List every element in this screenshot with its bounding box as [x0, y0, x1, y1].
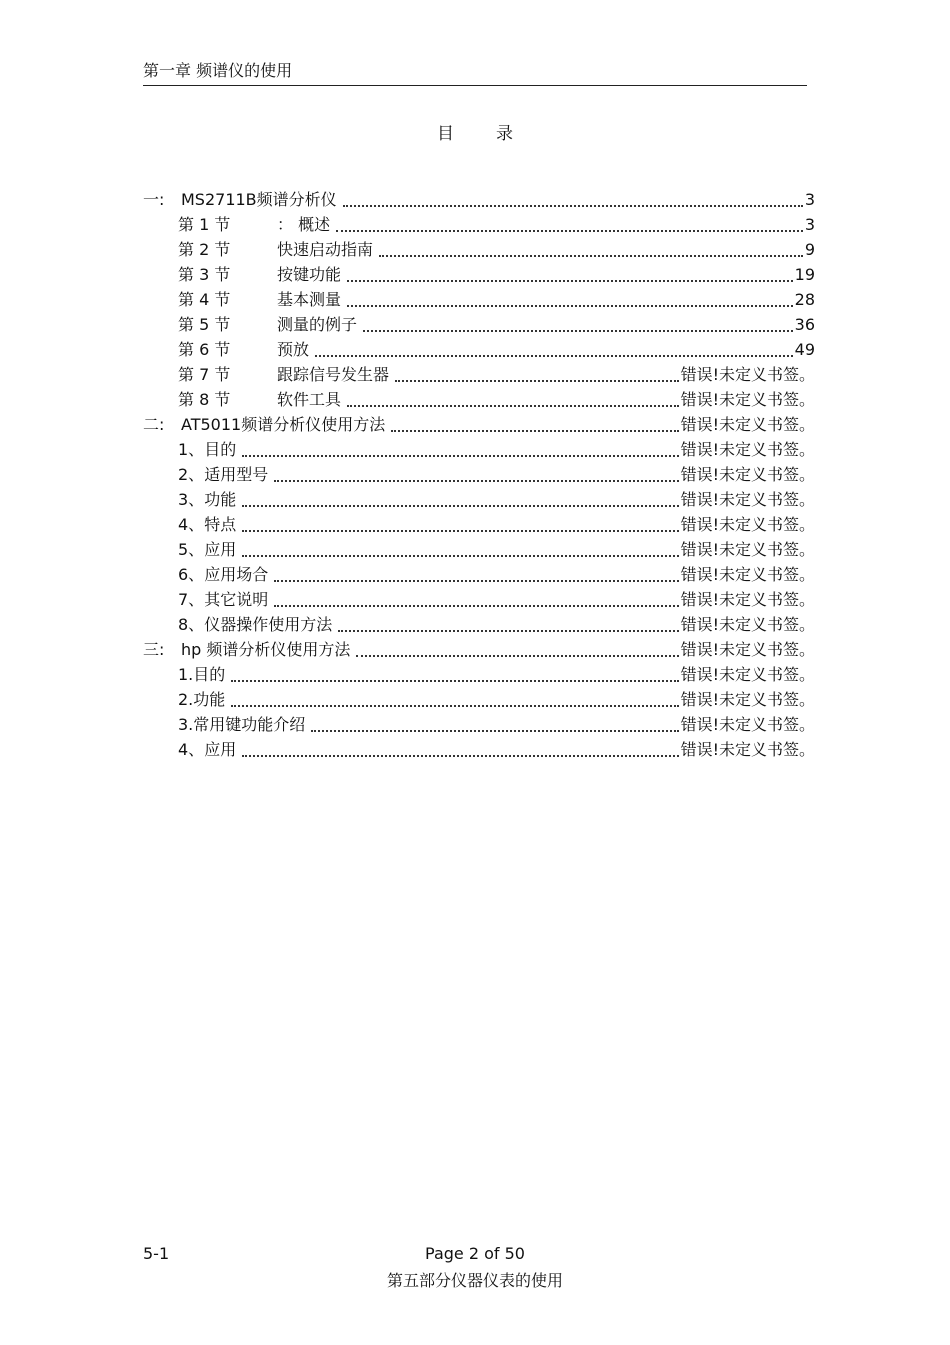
toc-entry-page: 9 — [804, 240, 815, 259]
toc-entry-number: 7、 — [178, 590, 205, 609]
toc-entry-title: 功能 — [193, 690, 226, 709]
toc-leader-dots — [231, 705, 678, 707]
toc-entry-number: 1. — [178, 665, 194, 684]
toc-entry-number: 3. — [178, 715, 194, 734]
toc-entry-title: AT5011频谱分析仪使用方法 — [181, 415, 386, 434]
toc-entry[interactable] — [143, 437, 815, 462]
page-header: 第一章 频谱仪的使用 — [143, 58, 807, 86]
toc-leader-dots — [274, 605, 678, 607]
toc-entry-title: MS2711B频谱分析仪 — [181, 190, 337, 209]
toc-entry-page: 错误!未定义书签。 — [680, 740, 815, 759]
toc-entry-title: hp 频谱分析仪使用方法 — [181, 640, 351, 659]
toc-entry-page: 错误!未定义书签。 — [680, 415, 815, 434]
toc-entry-number: 8、 — [178, 615, 205, 634]
toc-leader-dots — [391, 430, 678, 432]
toc-entry-number: 第 5 节 — [178, 315, 231, 334]
toc-entry-page: 错误!未定义书签。 — [680, 615, 815, 634]
toc-leader-dots — [356, 655, 678, 657]
toc-entry-number: 1、 — [178, 440, 205, 459]
toc-entry-title: 目的 — [193, 665, 226, 684]
toc-entry-number: 三: — [143, 640, 165, 659]
toc-entry-title: 适用型号 — [204, 465, 269, 484]
toc-entry-title: 基本测量 — [277, 290, 342, 309]
toc-entry-page: 3 — [804, 190, 815, 209]
toc-entry[interactable] — [143, 387, 815, 412]
toc-entry-page: 错误!未定义书签。 — [680, 590, 815, 609]
toc-entry[interactable] — [143, 562, 815, 587]
toc-entry-number: 第 2 节 — [178, 240, 231, 259]
table-of-contents — [143, 187, 815, 762]
toc-leader-dots — [315, 355, 793, 357]
toc-entry-title: 预放 — [277, 340, 310, 359]
toc-entry-title: 软件工具 — [277, 390, 342, 409]
toc-entry-title: 快速启动指南 — [277, 240, 374, 259]
toc-leader-dots — [336, 230, 803, 232]
toc-entry-number: 6、 — [178, 565, 205, 584]
toc-entry[interactable] — [143, 587, 815, 612]
toc-entry-page: 错误!未定义书签。 — [680, 490, 815, 509]
toc-entry-number: 4、 — [178, 740, 205, 759]
toc-entry[interactable] — [143, 612, 815, 637]
toc-entry[interactable] — [143, 712, 815, 737]
toc-leader-dots — [242, 555, 678, 557]
toc-leader-dots — [274, 480, 678, 482]
toc-entry[interactable] — [143, 512, 815, 537]
toc-entry-page: 19 — [794, 265, 815, 284]
toc-entry[interactable] — [143, 537, 815, 562]
toc-entry-page: 36 — [794, 315, 815, 334]
toc-entry-number: 5、 — [178, 540, 205, 559]
toc-leader-dots — [347, 405, 679, 407]
toc-entry[interactable] — [143, 362, 815, 387]
toc-entry-page: 错误!未定义书签。 — [680, 440, 815, 459]
toc-entry-title: 应用 — [204, 540, 237, 559]
toc-entry-title: 其它说明 — [204, 590, 269, 609]
toc-entry-title: 目的 — [204, 440, 237, 459]
toc-entry-page: 错误!未定义书签。 — [680, 390, 815, 409]
toc-leader-dots — [274, 580, 678, 582]
toc-entry-number: 一: — [143, 190, 165, 209]
toc-entry-page: 28 — [794, 290, 815, 309]
toc-entry-title: 跟踪信号发生器 — [277, 365, 390, 384]
toc-entry[interactable] — [143, 662, 815, 687]
toc-leader-dots — [242, 755, 678, 757]
toc-entry-number: 3、 — [178, 490, 205, 509]
toc-entry-title: 特点 — [204, 515, 237, 534]
toc-entry[interactable] — [143, 637, 815, 662]
footer-part-title: 第五部分仪器仪表的使用 — [386, 1271, 563, 1290]
toc-leader-dots — [242, 455, 678, 457]
toc-entry-title: 常用键功能介绍 — [193, 715, 306, 734]
toc-leader-dots — [395, 380, 679, 382]
toc-title: 目录 — [437, 124, 555, 144]
toc-entry[interactable] — [143, 187, 815, 212]
toc-leader-dots — [231, 680, 678, 682]
toc-entry-page: 错误!未定义书签。 — [680, 640, 815, 659]
toc-entry-number: 4、 — [178, 515, 205, 534]
toc-entry[interactable] — [143, 212, 815, 237]
toc-leader-dots — [242, 505, 678, 507]
toc-entry-number: 2、 — [178, 465, 205, 484]
toc-entry-title: 仪器操作使用方法 — [204, 615, 333, 634]
toc-leader-dots — [338, 630, 678, 632]
footer-section-number: 5-1 — [143, 1244, 170, 1263]
toc-entry-page: 错误!未定义书签。 — [680, 715, 815, 734]
toc-entry-number: 第 4 节 — [178, 290, 231, 309]
toc-entry-title: 按键功能 — [277, 265, 342, 284]
toc-entry-page: 错误!未定义书签。 — [680, 665, 815, 684]
toc-entry[interactable] — [143, 687, 815, 712]
toc-entry-title: ： 概述 — [277, 215, 331, 234]
toc-leader-dots — [363, 330, 793, 332]
toc-entry-title: 应用 — [204, 740, 237, 759]
toc-entry[interactable] — [143, 312, 815, 337]
toc-leader-dots — [343, 205, 803, 207]
toc-entry-number: 第 6 节 — [178, 340, 231, 359]
toc-entry-page: 错误!未定义书签。 — [680, 515, 815, 534]
toc-entry-number: 第 8 节 — [178, 390, 231, 409]
toc-entry-number: 二: — [143, 415, 165, 434]
toc-entry-page: 49 — [794, 340, 815, 359]
toc-entry[interactable] — [143, 737, 815, 762]
footer-page-number: Page 2 of 50 — [425, 1244, 525, 1263]
toc-leader-dots — [347, 280, 793, 282]
toc-entry-page: 错误!未定义书签。 — [680, 365, 815, 384]
toc-entry[interactable] — [143, 237, 815, 262]
toc-entry-page: 3 — [804, 215, 815, 234]
toc-entry-title: 测量的例子 — [277, 315, 358, 334]
toc-leader-dots — [242, 530, 678, 532]
toc-entry[interactable] — [143, 462, 815, 487]
toc-entry-page: 错误!未定义书签。 — [680, 465, 815, 484]
toc-leader-dots — [379, 255, 803, 257]
toc-entry-page: 错误!未定义书签。 — [680, 565, 815, 584]
toc-entry[interactable] — [143, 337, 815, 362]
toc-entry-number: 第 3 节 — [178, 265, 231, 284]
toc-entry[interactable] — [143, 262, 815, 287]
toc-leader-dots — [311, 730, 678, 732]
toc-entry-page: 错误!未定义书签。 — [680, 690, 815, 709]
toc-leader-dots — [347, 305, 793, 307]
toc-entry-number: 2. — [178, 690, 194, 709]
toc-entry-number: 第 1 节 — [178, 215, 231, 234]
toc-entry[interactable] — [143, 287, 815, 312]
toc-entry[interactable] — [143, 412, 815, 437]
toc-entry[interactable] — [143, 487, 815, 512]
toc-entry-title: 功能 — [204, 490, 237, 509]
toc-entry-number: 第 7 节 — [178, 365, 231, 384]
toc-entry-page: 错误!未定义书签。 — [680, 540, 815, 559]
toc-entry-title: 应用场合 — [204, 565, 269, 584]
